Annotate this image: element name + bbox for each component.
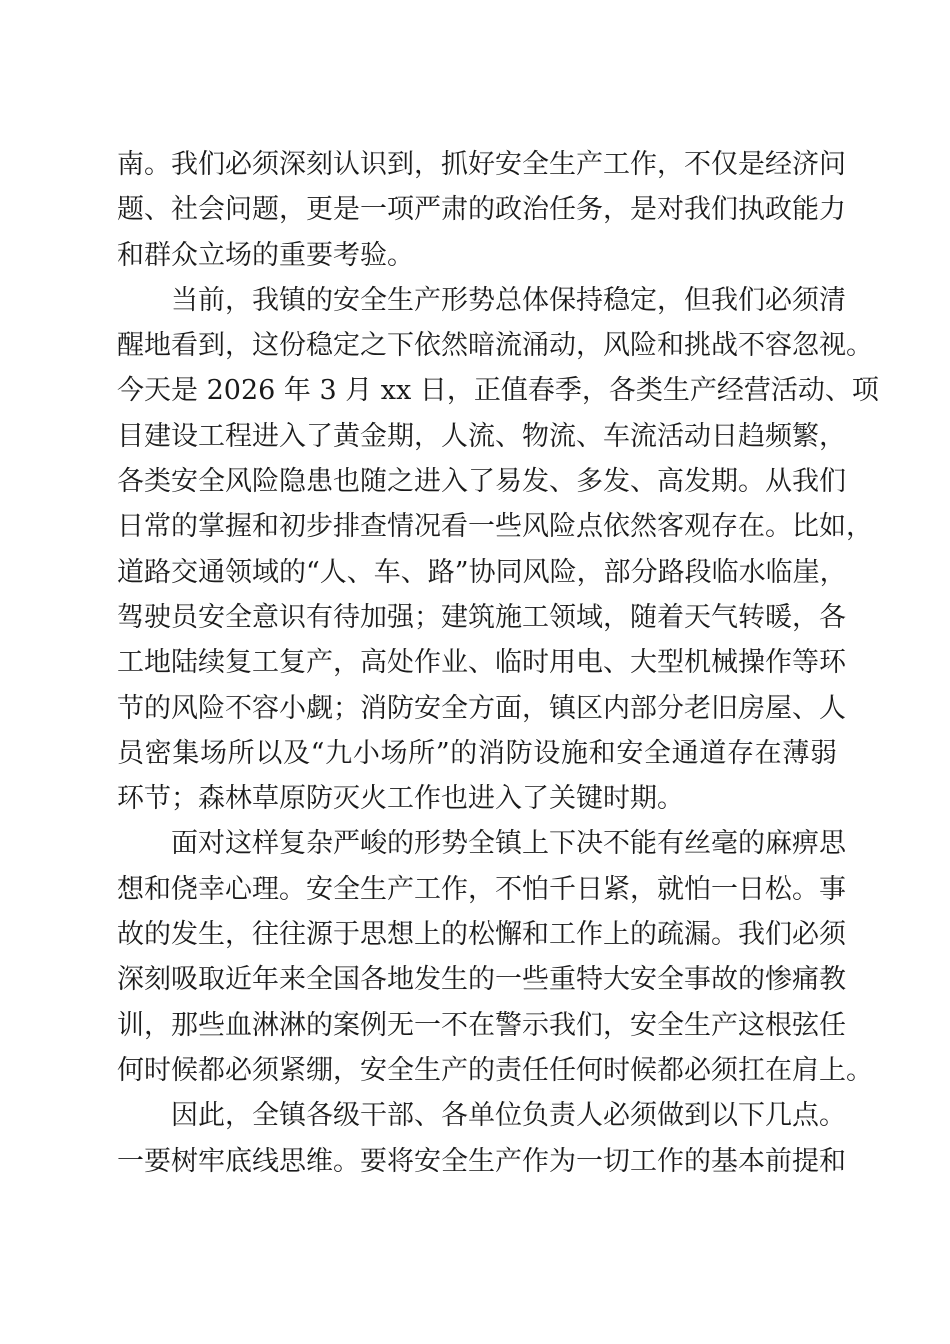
body-text — [117, 142, 879, 1184]
text-line-3: 和群众立场的重要考验。 — [117, 239, 414, 271]
text-line-17: 想和侥幸心理。安全生产工作，不怕千日紧，就怕一日松。事 — [117, 873, 846, 905]
text-line-16: 面对这样复杂严峻的形势全镇上下决不能有丝毫的麻痹思 — [171, 828, 846, 860]
text-line-10: 道路交通领域的“人、车、路”协同风险，部分路段临水临崖， — [117, 556, 847, 588]
text-line-18: 故的发生，往往源于思想上的松懈和工作上的疏漏。我们必须 — [117, 919, 846, 951]
text-line-19: 深刻吸取近年来全国各地发生的一些重特大安全事故的惨痛教 — [117, 964, 846, 996]
text-line-4: 当前，我镇的安全生产形势总体保持稳定，但我们必须清 — [171, 284, 846, 316]
text-line-1: 南。我们必须深刻认识到，抓好安全生产工作，不仅是经济问 — [117, 149, 846, 180]
text-line-21: 何时候都必须紧绷，安全生产的责任任何时候都必须扛在肩上。 — [117, 1054, 873, 1086]
text-line-22: 因此，全镇各级干部、各单位负责人必须做到以下几点。 — [171, 1100, 846, 1132]
text-line-7: 目建设工程进入了黄金期，人流、物流、车流活动日趋频繁， — [117, 420, 846, 452]
text-line-2: 题、社会问题，更是一项严肃的政治任务，是对我们执政能力 — [117, 194, 846, 226]
text-line-23: 一要树牢底线思维。要将安全生产作为一切工作的基本前提和 — [117, 1145, 846, 1177]
text-line-12: 工地陆续复工复产，高处作业、临时用电、大型机械操作等环 — [117, 647, 846, 679]
text-line-11: 驾驶员安全意识有待加强；建筑施工领域，随着天气转暖，各 — [117, 601, 846, 633]
text-line-15: 环节；森林草原防灭火工作也进入了关键时期。 — [117, 783, 684, 815]
text-line-5: 醒地看到，这份稳定之下依然暗流涌动，风险和挑战不容忽视。 — [117, 330, 873, 362]
text-line-9: 日常的掌握和初步排查情况看一些风险点依然客观存在。比如， — [117, 511, 873, 543]
text-line-14: 员密集场所以及“九小场所”的消防设施和安全通道存在薄弱 — [117, 737, 837, 769]
text-line-13: 节的风险不容小觑；消防安全方面，镇区内部分老旧房屋、人 — [117, 692, 846, 724]
text-line-6: 今天是 2026 年 3 月 xx 日，正值春季，各类生产经营活动、项 — [117, 375, 879, 407]
text-line-8: 各类安全风险隐患也随之进入了易发、多发、高发期。从我们 — [117, 466, 846, 498]
text-line-20: 训，那些血淋淋的案例无一不在警示我们，安全生产这根弦任 — [117, 1009, 846, 1041]
